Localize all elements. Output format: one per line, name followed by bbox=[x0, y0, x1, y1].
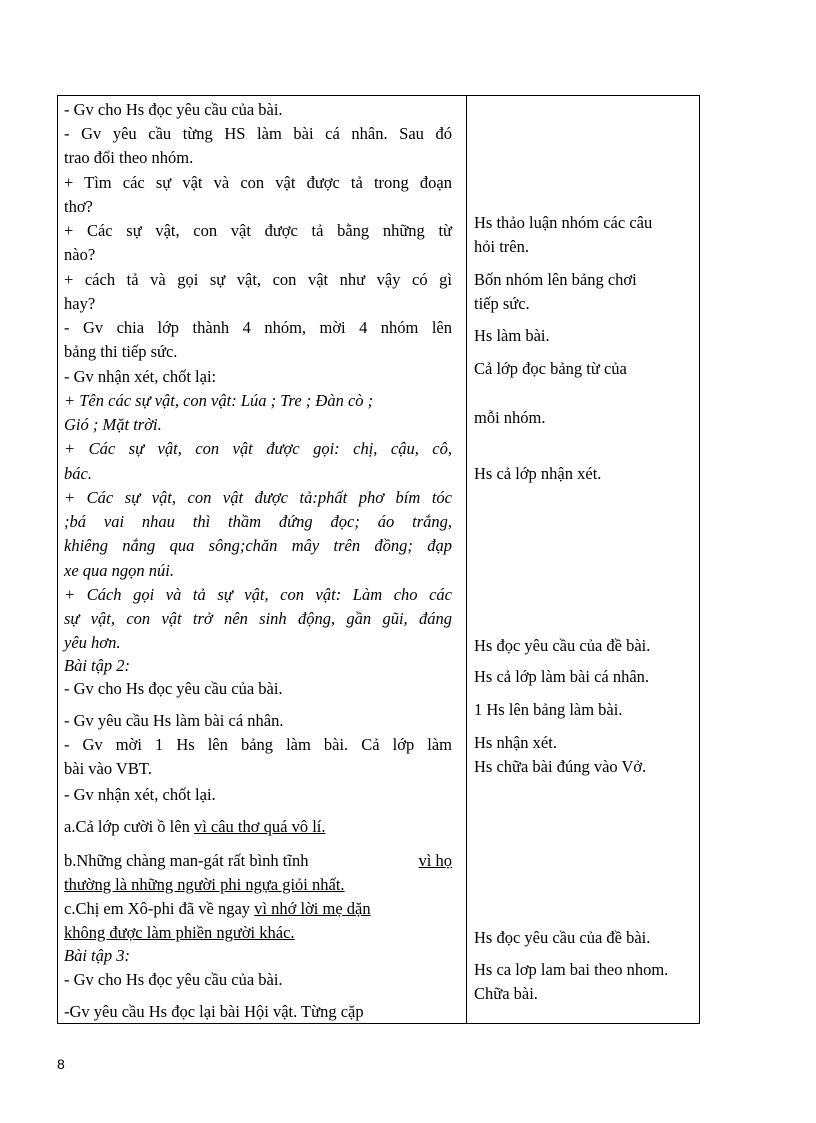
text-line: sự vật, con vật trở nên sinh động, gần gũi, đáng bbox=[64, 609, 452, 628]
student-activity: Hs cả lớp làm bài cá nhân. bbox=[474, 667, 650, 686]
text-line: nào? bbox=[64, 245, 96, 264]
text-line: ;bá vai nhau thì thầm đứng đọc; áo trắng, bbox=[64, 512, 452, 531]
student-activity: 1 Hs lên bảng làm bài. bbox=[474, 700, 623, 719]
answer-b bbox=[64, 851, 452, 871]
text-line: bài vào VBT. bbox=[64, 759, 152, 778]
student-activity: Hs làm bài. bbox=[474, 326, 550, 345]
answer-text: a.Cả lớp cười ồ lên bbox=[64, 817, 194, 836]
text-line: + Tên các sự vật, con vật: Lúa ; Tre ; Đàn cò ; bbox=[64, 391, 374, 410]
student-activity: Chữa bài. bbox=[474, 984, 538, 1003]
text-line: + Tìm các sự vật và con vật được tả trong đoạn bbox=[64, 173, 452, 192]
text-line: + Các sự vật, con vật được tả bằng những từ bbox=[64, 221, 452, 240]
section-heading: Bài tập 2: bbox=[64, 656, 130, 675]
text-line: + Cách gọi và tả sự vật, con vật: Làm cho các bbox=[64, 585, 452, 604]
student-activity: Hs ca lơp lam bai theo nhom. bbox=[474, 960, 669, 979]
text-line: Gió ; Mặt trời. bbox=[64, 415, 162, 434]
page-number: 8 bbox=[57, 1056, 65, 1072]
text-line: xe qua ngọn núi. bbox=[64, 561, 174, 580]
answer-reason: không được làm phiền người khác. bbox=[64, 923, 295, 942]
text-line: + Các sự vật, con vật được tả:phất phơ bím tóc bbox=[64, 488, 452, 507]
answer-text: b.Những chàng man-gát rất bình tĩnh bbox=[64, 851, 309, 870]
text-line: hay? bbox=[64, 294, 96, 313]
text-line: - Gv yêu cầu từng HS làm bài cá nhân. Sau đó bbox=[64, 124, 452, 143]
student-activity: Hs đọc yêu cầu của đề bài. bbox=[474, 636, 651, 655]
answer-reason: vì họ bbox=[418, 851, 452, 870]
answer-text: c.Chị em Xô-phi đã về ngay bbox=[64, 899, 255, 918]
text-line: trao đổi theo nhóm. bbox=[64, 148, 194, 167]
text-line: - Gv cho Hs đọc yêu cầu của bài. bbox=[64, 970, 283, 989]
student-activity: Hs cả lớp nhận xét. bbox=[474, 464, 602, 483]
student-activity: Hs chữa bài đúng vào Vở. bbox=[474, 757, 647, 776]
text-line: - Gv nhận xét, chốt lại. bbox=[64, 785, 216, 804]
student-activity: Cả lớp đọc bảng từ của bbox=[474, 359, 627, 378]
answer-a bbox=[64, 817, 452, 837]
section-heading: Bài tập 3: bbox=[64, 946, 130, 965]
student-activity: mỗi nhóm. bbox=[474, 408, 546, 427]
answer-reason: thường là những người phi ngựa giỏi nhất. bbox=[64, 875, 345, 894]
answer-reason: vì nhớ lời mẹ dặn bbox=[254, 899, 371, 918]
text-line: - Gv mời 1 Hs lên bảng làm bài. Cả lớp làm bbox=[64, 735, 452, 754]
text-line: - Gv nhận xét, chốt lại: bbox=[64, 367, 217, 386]
answer-c bbox=[64, 899, 452, 919]
text-line: khiêng nắng qua sông;chăn mây trên đồng; đạp bbox=[64, 536, 452, 555]
student-activity: hỏi trên. bbox=[474, 237, 529, 256]
student-activity: Hs thảo luận nhóm các câu bbox=[474, 213, 653, 232]
text-line: bác. bbox=[64, 464, 92, 483]
student-activity: Hs nhận xét. bbox=[474, 733, 557, 752]
text-line: - Gv yêu cầu Hs làm bài cá nhân. bbox=[64, 711, 284, 730]
text-line: + cách tả và gọi sự vật, con vật như vậy có gì bbox=[64, 270, 452, 289]
student-activity: Bốn nhóm lên bảng chơi bbox=[474, 270, 637, 289]
text-line: yêu hơn. bbox=[64, 633, 121, 652]
student-activity: Hs đọc yêu cầu của đề bài. bbox=[474, 928, 651, 947]
text-line: bảng thi tiếp sức. bbox=[64, 342, 178, 361]
text-line: - Gv cho Hs đọc yêu cầu của bài. bbox=[64, 679, 283, 698]
text-line: -Gv yêu cầu Hs đọc lại bài Hội vật. Từng cặp bbox=[64, 1002, 364, 1021]
student-activity: tiếp sức. bbox=[474, 294, 530, 313]
column-divider bbox=[466, 95, 467, 1024]
text-line: - Gv cho Hs đọc yêu cầu của bài. bbox=[64, 100, 283, 119]
text-line: - Gv chia lớp thành 4 nhóm, mời 4 nhóm lên bbox=[64, 318, 452, 337]
answer-reason: vì câu thơ quá vô lí. bbox=[193, 817, 326, 836]
text-line: thơ? bbox=[64, 197, 93, 216]
text-line: + Các sự vật, con vật được gọi: chị, cậu, cô, bbox=[64, 439, 452, 458]
